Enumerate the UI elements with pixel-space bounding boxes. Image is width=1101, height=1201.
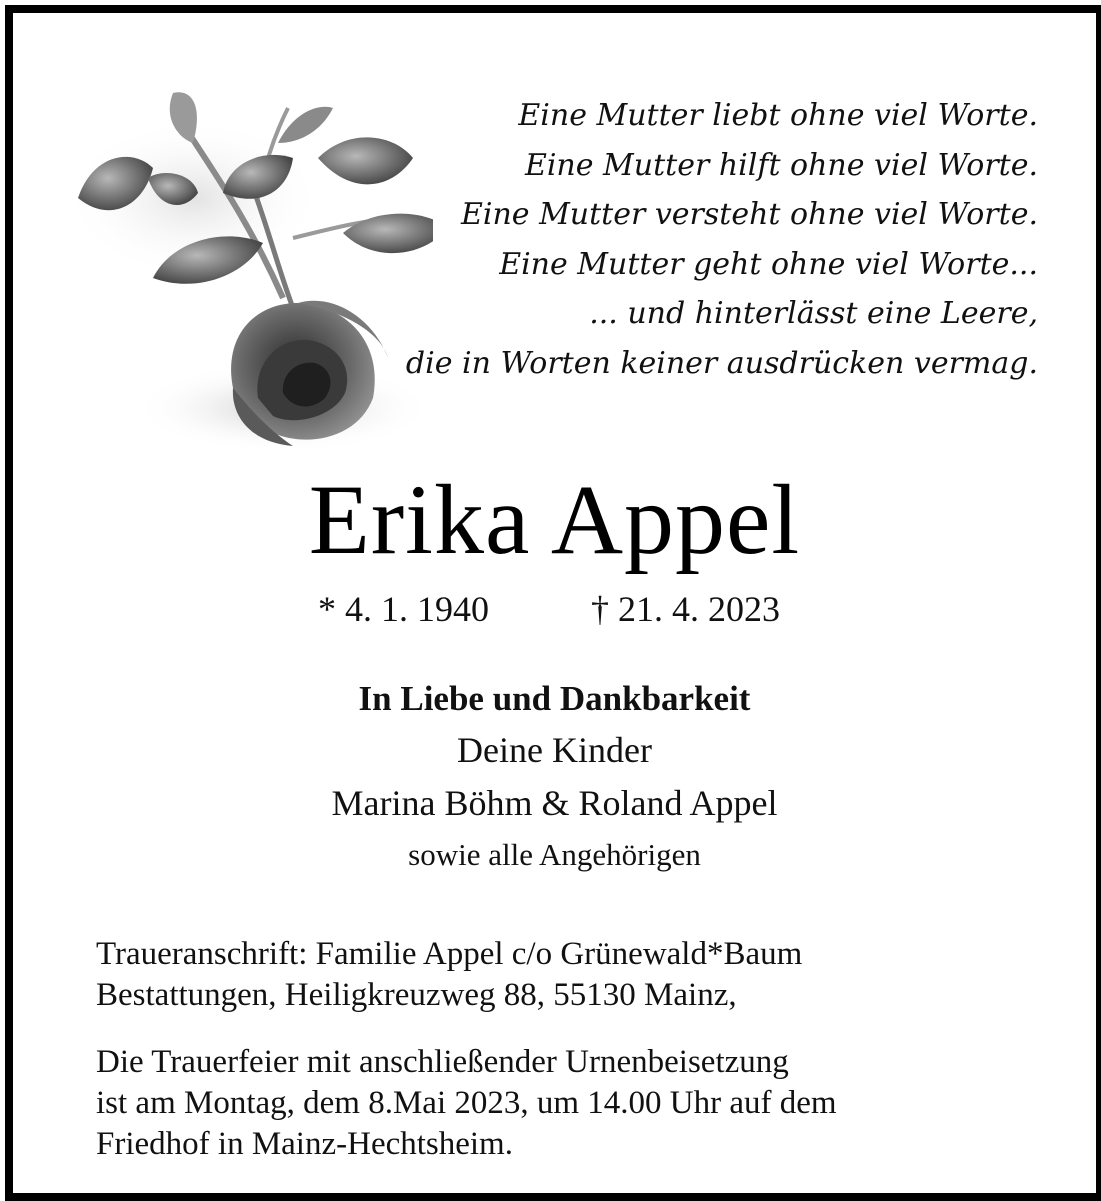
closing-section (13, 673, 1096, 879)
poem-line: Eine Mutter liebt ohne viel Worte. (518, 98, 1038, 133)
poem-line: Eine Mutter hilft ohne viel Worte. (524, 147, 1038, 183)
children-label: Deine Kinder (457, 730, 652, 770)
address-block (96, 934, 1036, 1016)
ceremony-block (96, 1042, 1036, 1165)
children-names: Marina Böhm & Roland Appel (331, 783, 778, 823)
death-date: † 21. 4. 2023 (591, 589, 780, 629)
birth-date: * 4. 1. 1940 (318, 589, 489, 629)
address-line: Traueranschrift: Familie Appel c/o Grünewald*Baum (96, 936, 803, 972)
address-line: Bestattungen, Heiligkreuzweg 88, 55130 Mainz, (96, 977, 737, 1013)
poem-line: Eine Mutter geht ohne viel Worte... (499, 246, 1038, 282)
poem (406, 91, 1038, 388)
poem-line: ... und hinterlässt eine Leere, (589, 296, 1038, 331)
poem-line: die in Worten keiner ausdrücken vermag. (405, 345, 1038, 381)
obituary-frame (5, 5, 1101, 1201)
ceremony-line: Die Trauerfeier mit anschließender Urnenbeisetzung (96, 1044, 789, 1080)
life-dates (13, 588, 1096, 638)
deceased-name: Erika Appel (308, 464, 801, 575)
rose-image (53, 68, 433, 458)
relatives-line: sowie alle Angehörigen (408, 837, 701, 872)
closing-headline: In Liebe und Dankbarkeit (358, 679, 751, 718)
ceremony-line: Friedhof in Mainz-Hechtsheim. (96, 1126, 513, 1162)
ceremony-line: ist am Montag, dem 8.Mai 2023, um 14.00 Uhr auf dem (96, 1085, 837, 1121)
poem-line: Eine Mutter versteht ohne viel Worte. (460, 197, 1038, 232)
